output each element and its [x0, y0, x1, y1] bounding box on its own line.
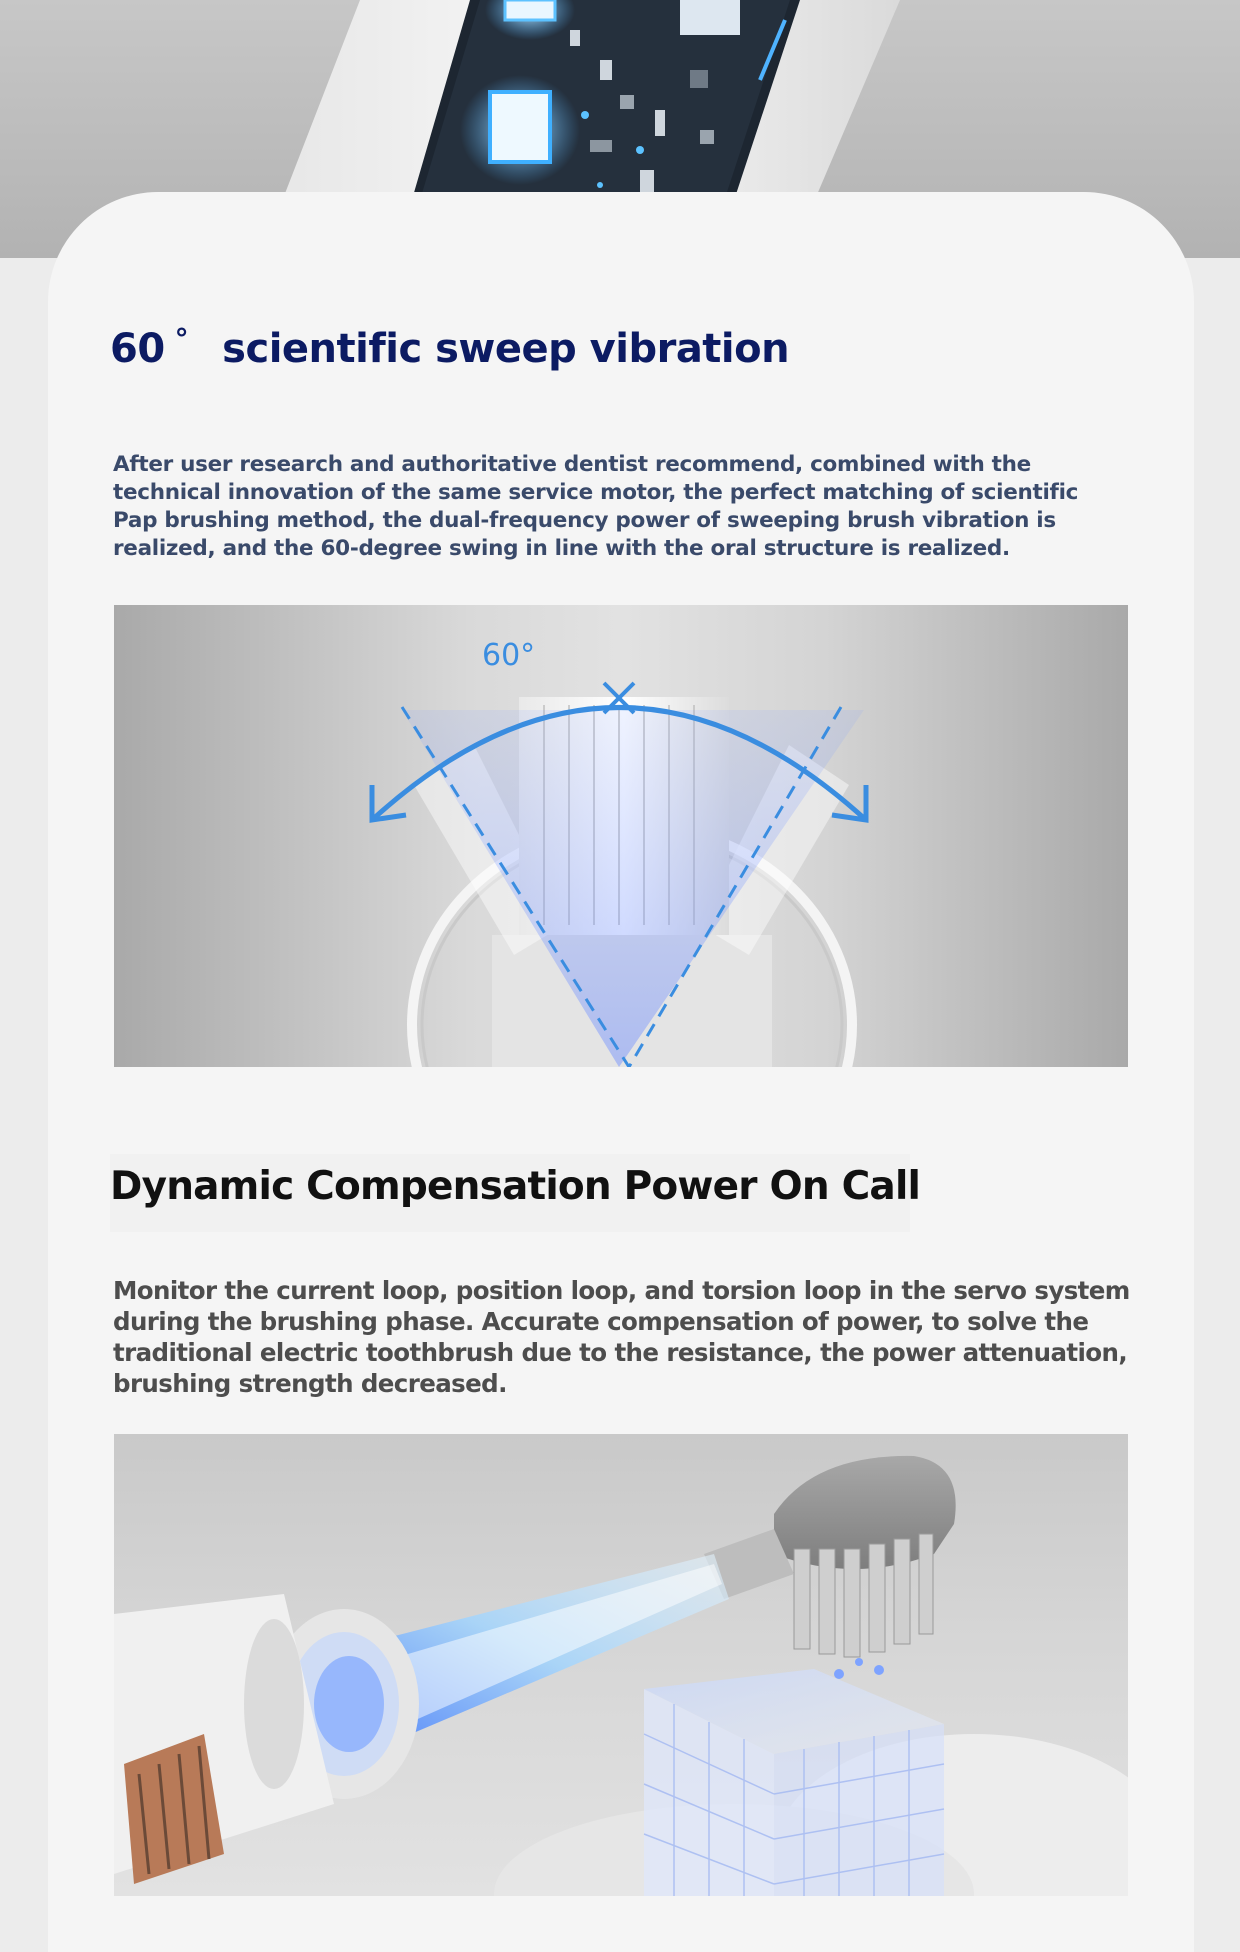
degree-symbol: °: [174, 322, 189, 355]
sweep-angle-diagram: [114, 605, 1128, 1067]
title-number: 60: [110, 326, 165, 372]
sweep-vibration-description: After user research and authoritative dentist recommend, combined with the technical innovation of the same service motor, the perfect matching of scientific Pap brushing method, the dual-frequency power of sweeping brush vibration is realized, and the 60-degree swing in line with the oral structure is realized.: [113, 452, 1079, 561]
motor-brush-graphic: [114, 1434, 1128, 1896]
section-title-sweep-vibration: [110, 322, 790, 372]
dynamic-compensation-description: Monitor the current loop, position loop, and torsion loop in the servo system during the brushing phase. Accurate compensation of power, to solve the traditional electric toothbrush due to the resistance, the power attenuation, brushing strength decreased.: [113, 1276, 1130, 1398]
section-title-dynamic-compensation: Dynamic Compensation Power On Call: [110, 1164, 921, 1209]
title-text: scientific sweep vibration: [222, 326, 790, 372]
motor-power-illustration: [114, 1434, 1128, 1896]
angle-diagram-graphic: [114, 605, 1128, 1067]
angle-label: 60°: [482, 638, 536, 673]
